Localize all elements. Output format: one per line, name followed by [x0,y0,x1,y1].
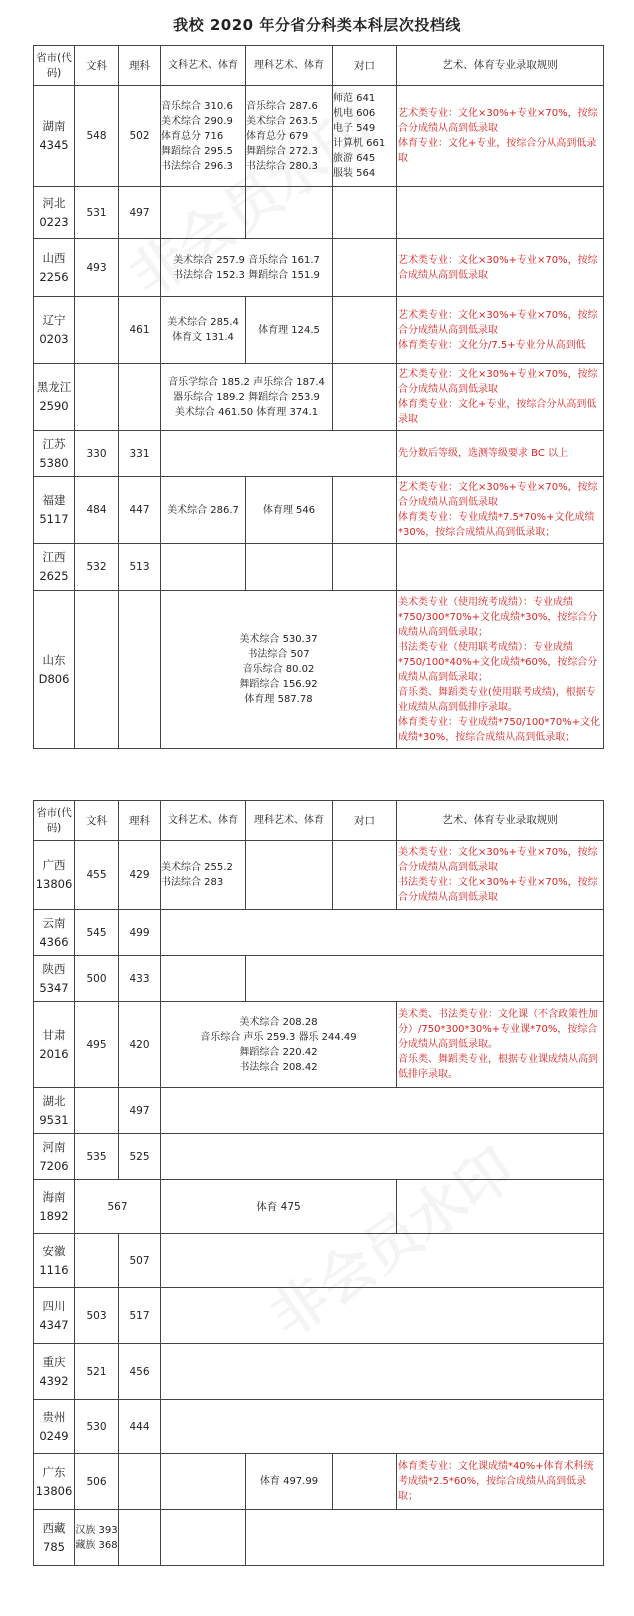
rule-line: 体育专业：文化+专业，按综合分从高到低录取 [398,138,597,164]
province-code: 1116 [39,1262,69,1277]
header-wen: 文科 [75,46,119,86]
score-line: 体育总分 679 [246,130,309,142]
header-rules: 艺术、体育专业录取规则 [397,801,604,841]
province-name: 甘肃 [42,1027,66,1042]
province-cell [34,841,75,910]
score-line: 电子 549 [333,123,376,134]
province-cell [34,431,75,477]
score-line: 体育理 587.78 [244,694,313,705]
score-line: 书法综合 507 [247,649,310,660]
wen-art-scores [161,841,246,910]
province-code: 4392 [39,1373,69,1388]
score-line: 美术综合 255.2 [161,862,233,873]
province-cell [34,477,75,544]
empty-cell [161,1088,604,1134]
province-name: 安徽 [42,1243,66,1258]
rule-line: 艺术类专业：文化×30%+专业×70%，按综合分成绩从高到低录取 [398,482,598,508]
province-name: 广西 [42,858,66,872]
province-code: 5380 [39,455,69,470]
province-name: 湖南 [42,119,66,133]
province-name: 贵州 [42,1409,66,1424]
empty-cell [161,910,604,956]
header-li-art: 理科艺术、体育 [246,46,333,86]
province-code: 2625 [39,569,69,583]
table-row [34,1234,604,1288]
li-score: 497 [119,187,161,239]
li-art-scores: 体育理 124.5 [246,297,333,364]
wen-art-scores [161,297,246,364]
li-score: 331 [119,431,161,477]
province-name: 河北 [42,195,66,210]
rule-line: 先分数后等级，选测等级要求 BC 以上 [398,448,569,459]
province-code: 13806 [35,1483,73,1498]
province-name: 黑龙江 [36,380,72,394]
table-row [34,591,604,749]
wen-score: 455 [75,841,119,910]
province-cell [34,297,75,364]
empty-cell [161,1400,604,1454]
empty-cell [161,544,246,591]
empty-cell [246,544,333,591]
table-row [34,1288,604,1344]
li-score: 429 [119,841,161,910]
table-row [34,431,604,477]
province-cell [34,1288,75,1344]
province-name: 湖北 [42,1093,66,1108]
li-score: 507 [119,1234,161,1288]
province-name: 云南 [42,915,66,930]
empty-cell [333,364,397,431]
header-rules: 艺术、体育专业录取规则 [397,46,604,86]
art-scores [161,239,333,297]
li-score: 433 [119,956,161,1002]
header-duikou: 对口 [333,46,397,86]
li-score: 497 [119,1088,161,1134]
li-score [119,1510,161,1566]
score-line: 书法综合 296.3 [161,160,233,172]
table-row [34,1134,604,1180]
score-line: 器乐综合 189.2 舞蹈综合 253.9 [173,391,320,403]
score-line: 舞蹈综合 295.5 [161,145,233,157]
province-cell [34,364,75,431]
rules-text [397,364,604,431]
table-row [34,239,604,297]
empty-cell [161,1134,604,1180]
empty-cell [161,1344,604,1400]
rule-line: 体育类专业：文化+专业，按综合分从高到低录取 [398,399,597,425]
empty-cell [333,297,397,364]
score-line: 服装 564 [333,168,376,179]
rule-line: 美术类、书法类专业：文化课（不含政策性加分）/750*300*30%+专业课*70%，按综合分成绩从高到低录取。 [398,1009,598,1050]
wen-score: 521 [75,1344,119,1400]
li-art-scores: 体育 497.99 [246,1454,333,1510]
province-code: 1892 [39,1208,69,1223]
wen-score: 500 [75,956,119,1002]
li-score: 517 [119,1288,161,1344]
table-row [34,1400,604,1454]
rule-line: 艺术类专业：文化×30%+专业×70%，按综合分成绩从高到低录取 [398,108,598,134]
province-name: 福建 [42,493,66,507]
wen-score: 531 [75,187,119,239]
duikou-scores [333,86,397,187]
combined-score: 567 [75,1180,161,1234]
li-score: 502 [119,86,161,187]
empty-cell [161,431,397,477]
province-name: 重庆 [42,1354,66,1369]
table-row [34,297,604,364]
empty-cell [397,1180,604,1234]
province-code: 2256 [39,269,69,284]
table-row [34,477,604,544]
li-score: 456 [119,1344,161,1400]
art-scores: 体育 475 [161,1180,397,1234]
province-cell [34,956,75,1002]
empty-cell [333,239,397,297]
province-cell [34,1180,75,1234]
wen-score [75,297,119,364]
province-cell [34,1454,75,1510]
rules-text [397,431,604,477]
rules-text [397,1454,604,1510]
empty-cell [333,477,397,544]
empty-cell [397,544,604,591]
wen-score: 330 [75,431,119,477]
province-code: 5347 [39,980,69,995]
header-li: 理科 [119,46,161,86]
rule-line: 美术类专业：文化×30%+专业×70%，按综合分成绩从高到低录取 [398,847,598,873]
empty-cell [333,841,397,910]
empty-cell [246,956,604,1002]
empty-cell [333,544,397,591]
province-cell [34,1510,75,1566]
province-code: 0249 [39,1428,69,1443]
li-score [119,591,161,749]
li-art-scores: 体育理 546 [246,477,333,544]
province-name: 西藏 [42,1520,66,1535]
rule-line: 音乐类、舞蹈类专业，根据专业课成绩从高到低排序录取。 [398,1054,598,1080]
province-cell [34,1002,75,1088]
wen-score: 530 [75,1400,119,1454]
empty-cell [246,187,333,239]
wen-score [75,1510,119,1566]
li-score [119,364,161,431]
score-line: 舞蹈综合 220.42 [239,1046,318,1058]
score-line: 舞蹈综合 156.92 [239,679,318,690]
score-line: 汉族 393 [75,1524,118,1536]
admission-table-1 [33,45,604,749]
li-score: 499 [119,910,161,956]
score-line: 书法综合 152.3 舞蹈综合 151.9 [173,269,320,281]
art-scores [161,591,397,749]
page-title: 我校 2020 年分省分科类本科层次投档线 [173,16,461,34]
admission-table-2 [33,800,604,1566]
province-code: 5117 [39,512,69,526]
rules-text [397,239,604,297]
province-cell [34,1088,75,1134]
score-line: 师范 641 [333,93,376,104]
rule-line: 艺术类专业：文化×30%+专业×70%，按综合成绩从高到低录取 [398,254,598,281]
province-code: 2016 [39,1046,69,1061]
art-scores [161,1002,397,1088]
province-code: 0223 [39,214,69,229]
header-duikou: 对口 [333,801,397,841]
province-code: D806 [38,671,70,686]
rule-line: 美术类专业（使用统考成绩）：专业成绩*750/300*70%+文化成绩*30%，按综合分成绩从高到低录取； [398,596,598,638]
province-code: 4366 [39,934,69,949]
province-name: 河南 [42,1139,66,1154]
wen-score: 535 [75,1134,119,1180]
score-line: 美术综合 530.37 [239,634,318,645]
li-score: 420 [119,1002,161,1088]
rule-line: 体育类专业：文化分/7.5+专业分从高到低 [398,339,586,351]
wen-score: 484 [75,477,119,544]
empty-cell [333,1454,397,1510]
table-row [34,1454,604,1510]
province-cell [34,1344,75,1400]
empty-cell [397,187,604,239]
header-li: 理科 [119,801,161,841]
rule-line: 书法类专业：文化×30%+专业×70%，按综合分成绩从高到低录取 [398,877,598,903]
score-line: 机电 606 [333,108,376,119]
wen-score [75,1234,119,1288]
province-name: 四川 [42,1298,66,1313]
province-cell [34,1234,75,1288]
empty-cell [161,1454,246,1510]
province-code: 785 [43,1539,65,1554]
table-row [34,86,604,187]
rules-text [397,1002,604,1088]
rule-line: 体育类专业：文化课成绩*40%+体育术科统考成绩*2.5*60%，按综合成绩从高到低录取； [398,1461,594,1502]
wen-score: 545 [75,910,119,956]
header-wen-art: 文科艺术、体育 [161,801,246,841]
province-code: 13806 [35,877,73,891]
wen-score [75,1088,119,1134]
score-line: 美术综合 461.50 体育理 374.1 [174,406,319,418]
empty-cell [161,1234,604,1288]
score-line: 书法综合 280.3 [246,160,318,172]
province-name: 海南 [42,1189,66,1204]
wen-score: 503 [75,1288,119,1344]
score-line: 音乐综合 310.6 [161,100,233,112]
rule-line: 艺术类专业：文化×30%+专业×70%，按综合分成绩从高到低录取 [398,369,598,395]
wen-score: 493 [75,239,119,297]
score-line: 美术综合 285.4 [167,317,239,328]
table-row [34,544,604,591]
rule-line: 音乐类、舞蹈类专业(使用联考成绩)，根据专业成绩从高到低排序录取。 [398,686,596,713]
empty-cell [333,187,397,239]
score-line: 美术综合 257.9 音乐综合 161.7 [173,254,320,266]
score-line: 音乐综合 声乐 259.3 器乐 244.49 [200,1031,357,1043]
empty-cell [161,187,246,239]
province-code: 4347 [39,1317,69,1332]
empty-cell [246,1510,604,1566]
empty-cell [161,1510,246,1566]
rule-line: 艺术类专业：文化×30%+专业×70%，按综合分成绩从高到低录取 [398,309,598,336]
table-row [34,910,604,956]
province-cell [34,86,75,187]
wen-art-scores: 美术综合 286.7 [161,477,246,544]
li-score: 447 [119,477,161,544]
rules-text [397,841,604,910]
score-line: 书法综合 283 [161,877,224,888]
table-row [34,1180,604,1234]
table-row [34,1088,604,1134]
li-score: 461 [119,297,161,364]
province-cell [34,239,75,297]
score-line: 美术综合 290.9 [161,115,233,127]
score-line: 体育文 131.4 [172,332,234,343]
wen-score [75,591,119,749]
province-code: 0203 [39,332,69,346]
province-code: 9531 [39,1112,69,1127]
province-name: 江西 [42,550,66,564]
province-code: 4345 [39,138,69,152]
score-line: 舞蹈综合 272.3 [246,145,318,157]
score-line: 美术综合 263.5 [246,115,318,127]
table-header-row [34,801,604,841]
wen-score: 532 [75,544,119,591]
province-cell [34,187,75,239]
rules-text [397,86,604,187]
header-li-art: 理科艺术、体育 [246,801,333,841]
score-line: 旅游 645 [333,153,376,164]
header-province: 省市(代码) [34,46,75,86]
province-cell [34,544,75,591]
wen-score [75,364,119,431]
score-line: 音乐综合 80.02 [242,664,315,675]
li-score [119,239,161,297]
score-line: 计算机 661 [333,138,386,149]
li-score: 513 [119,544,161,591]
province-name: 山东 [42,652,66,667]
table-row [34,1510,604,1566]
li-score: 444 [119,1400,161,1454]
li-score: 525 [119,1134,161,1180]
header-province: 省市(代码) [34,801,75,841]
province-code: 7206 [39,1158,69,1173]
table-row [34,841,604,910]
score-line: 音乐学综合 185.2 声乐综合 187.4 [168,376,325,388]
province-cell [34,591,75,749]
table-header-row [34,46,604,86]
table-row [34,364,604,431]
province-name: 陕西 [42,961,66,976]
empty-cell [161,956,246,1002]
rules-text [397,591,604,749]
score-line: 美术综合 208.28 [239,1016,318,1028]
header-wen: 文科 [75,801,119,841]
province-cell [34,1134,75,1180]
rules-text [397,297,604,364]
empty-cell [246,841,333,910]
score-line: 音乐综合 287.6 [246,100,318,112]
wen-score: 495 [75,1002,119,1088]
score-line: 藏族 368 [75,1539,118,1551]
li-art-scores [246,86,333,187]
score-line: 书法综合 208.42 [239,1061,318,1073]
wen-score: 548 [75,86,119,187]
province-name: 广东 [42,1464,66,1479]
rule-line: 体育类专业：专业成绩*750/100*70%+文化成绩*30%，按综合成绩从高到低录取； [398,716,601,743]
table-row [34,956,604,1002]
score-line: 体育总分 716 [161,130,224,142]
province-cell [34,910,75,956]
empty-cell [161,1288,604,1344]
wen-art-scores [161,86,246,187]
rule-line: 体育类专业：专业成绩*7.5*70%+文化成绩*30%，按综合成绩从高到低录取； [398,512,595,538]
table-row [34,187,604,239]
province-name: 辽宁 [42,313,66,327]
province-name: 山西 [42,250,66,265]
province-code: 2590 [39,399,69,413]
rules-text [397,477,604,544]
province-cell [34,1400,75,1454]
rule-line: 书法类专业（使用联考成绩）：专业成绩*750/100*40%+文化成绩*60%，按综合分成绩从高到低录取； [398,641,598,683]
province-name: 江苏 [42,436,66,451]
wen-score: 506 [75,1454,119,1510]
header-wen-art: 文科艺术、体育 [161,46,246,86]
art-scores [161,364,333,431]
table-row [34,1344,604,1400]
li-score [119,1454,161,1510]
table-row [34,1002,604,1088]
